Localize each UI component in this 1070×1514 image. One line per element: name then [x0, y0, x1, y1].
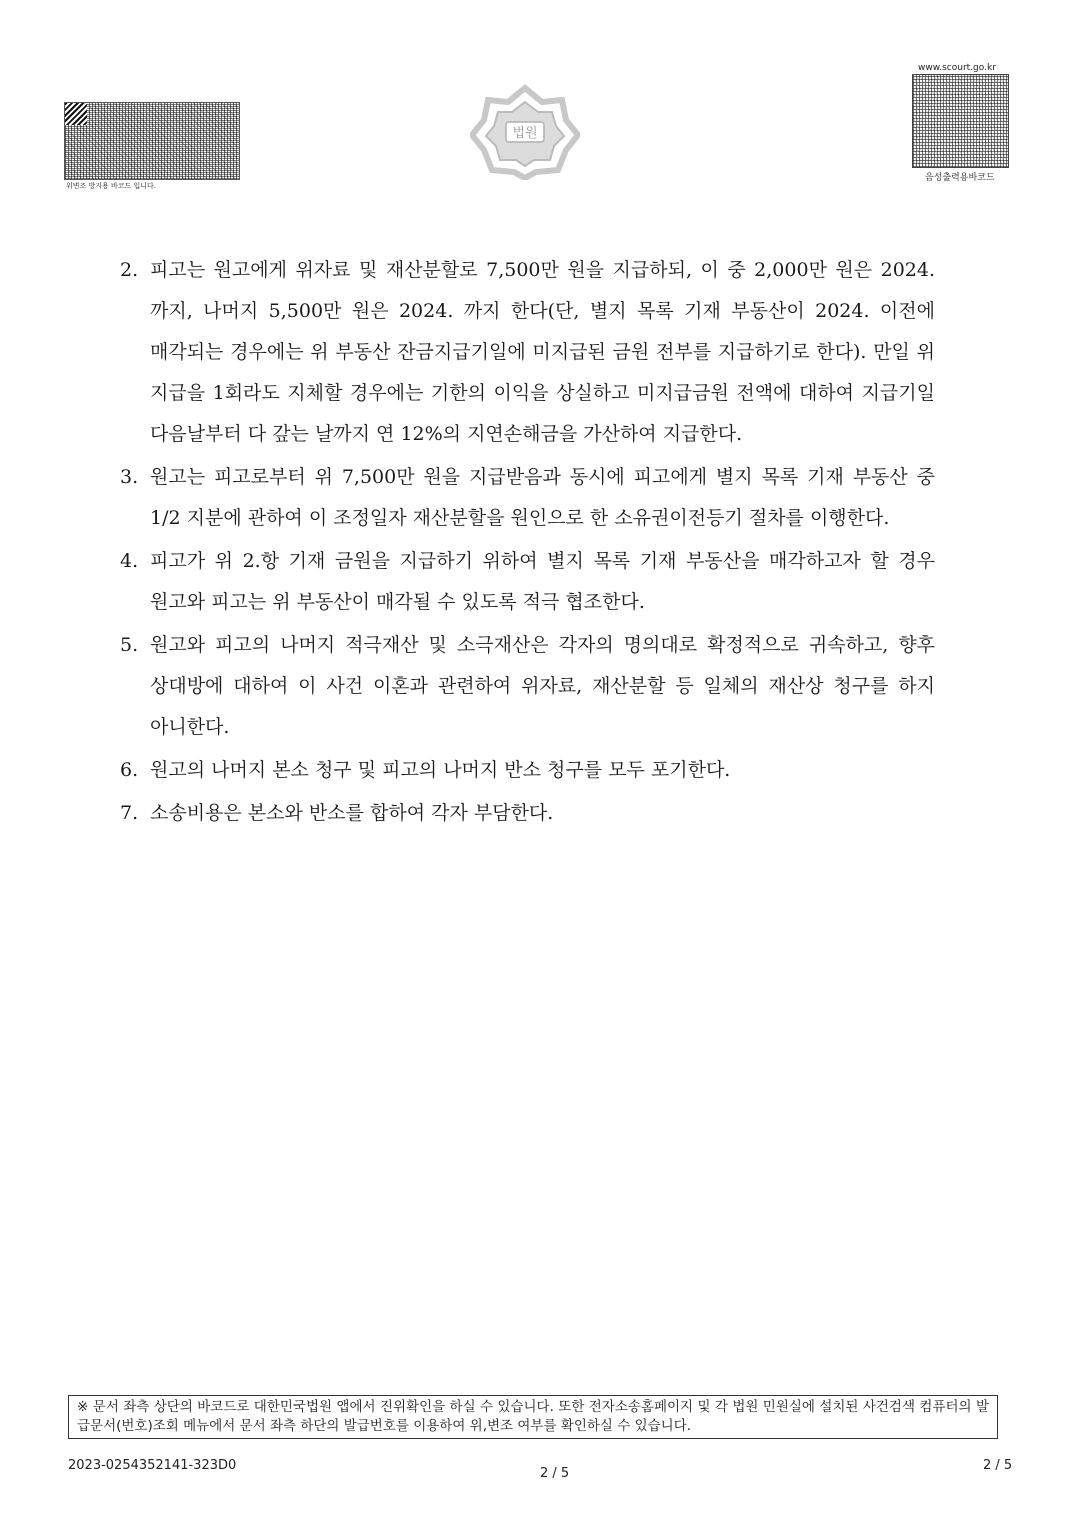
clause-6 [120, 750, 935, 791]
right-barcode-caption: 음성출력용바코드 [925, 173, 995, 183]
left-barcode-caption: 위변조 방지용 바코드 입니다. [66, 182, 157, 190]
clause-text: 피고는 원고에게 위자료 및 재산분할로 7,500만 원을 지급하되, 이 중 2,000만 원은 2024. 까지, 나머지 5,500만 원은 2024. 까지 한다(단, 별지 목록 기재 부동산이 2024. 이전에 매각되는 경우에는 위 부동산 잔금지급기일에 미지급된 금원 전부를 지급하기로 한다). 만일 위 지급을 1회라도 지체할 경우에는 기한의 이익을 상실하고 미지급금원 전액에 대하여 지급기일 다음날부터 다 갚는 날까지 연 12%의 지연손해금을 가산하여 지급한다. [150, 259, 935, 445]
seal-text: 법원 [512, 126, 538, 141]
site-url: www.scourt.go.kr [918, 63, 996, 73]
clause-number: 2. [120, 259, 139, 281]
voice-output-barcode [912, 74, 1009, 168]
page-number-right: 2 / 5 [983, 1458, 1013, 1473]
clause-4 [120, 541, 935, 623]
clause-text: 피고가 위 2.항 기재 금원을 지급하기 위하여 별지 목록 기재 부동산을 매각하고자 할 경우 원고와 피고는 위 부동산이 매각될 수 있도록 적극 협조한다. [150, 550, 935, 613]
barcode-corner-mark [65, 103, 87, 125]
authentication-barcode [64, 102, 240, 180]
page-number-center: 2 / 5 [540, 1466, 570, 1481]
clause-text: 원고와 피고의 나머지 적극재산 및 소극재산은 각자의 명의대로 확정적으로 귀속하고, 향후 상대방에 대하여 이 사건 이혼과 관련하여 위자료, 재산분할 등 일체의 재산상 청구를 하지 아니한다. [150, 634, 935, 738]
issue-number: 2023-0254352141-323D0 [68, 1458, 237, 1473]
clause-number: 7. [120, 802, 139, 824]
clause-7 [120, 793, 935, 834]
clause-5 [120, 625, 935, 748]
clause-number: 5. [120, 634, 139, 656]
clause-3 [120, 457, 935, 539]
clause-text: 원고는 피고로부터 위 7,500만 원을 지급받음과 동시에 피고에게 별지 목록 기재 부동산 중 1/2 지분에 관하여 이 조정일자 재산분할을 원인으로 한 소유권이전등기 절차를 이행한다. [150, 466, 935, 529]
clause-number: 6. [120, 759, 139, 781]
clause-text: 원고의 나머지 본소 청구 및 피고의 나머지 반소 청구를 모두 포기한다. [150, 759, 731, 781]
court-seal-emblem [470, 80, 580, 180]
verification-notice: ※ 문서 좌측 상단의 바코드로 대한민국법원 앱에서 진위확인을 하실 수 있습니다. 또한 전자소송홈페이지 및 각 법원 민원실에 설치된 사건검색 컴퓨터의 발급문서(번호)조회 메뉴에서 문서 좌측 하단의 발급번호를 이용하여 위,변조 여부를 확인하실 수 있습니다. [68, 1395, 998, 1439]
clause-number: 3. [120, 466, 139, 488]
clause-number: 4. [120, 550, 139, 572]
settlement-clauses [120, 250, 935, 836]
clause-2 [120, 250, 935, 455]
clause-text: 소송비용은 본소와 반소를 합하여 각자 부담한다. [150, 802, 554, 824]
